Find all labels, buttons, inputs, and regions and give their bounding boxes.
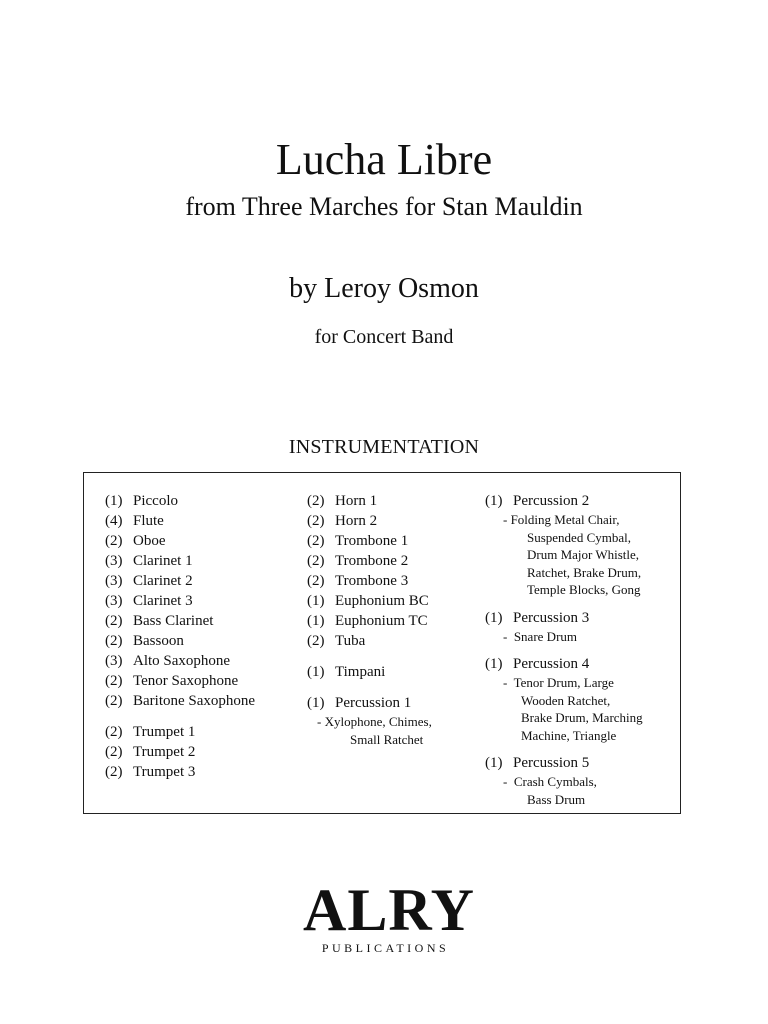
instrument-row: (2) Horn 1 <box>307 493 378 509</box>
piece-title: Lucha Libre <box>275 135 493 184</box>
logo-subtitle: PUBLICATIONS <box>321 941 450 955</box>
instrument-row: (2) Trumpet 2 <box>105 744 196 760</box>
instrument-column-3: (1) Percussion 2 - Folding Metal Chair, Suspended Cymbal, Drum Major Whistle, Ratchet, Brake Drum, Temple Blocks, Gong (1) Percussion 3 - Snare Drum (1) Percussion 4 - Tenor Drum, Large Wooden Ratchet, Brake Drum, Marching Machine, Triangle (1) Percussion 5 - Crash Cymbals, Bass Drum <box>485 493 643 807</box>
instrument-row: (2) Trumpet 3 <box>105 764 196 780</box>
instrument-row: (2) Trumpet 1 <box>105 724 196 740</box>
instrumentation-heading: INSTRUMENTATION <box>288 436 480 458</box>
logo-wordmark: ALRY <box>303 877 475 943</box>
instrument-row: (2) Trombone 3 <box>307 573 409 589</box>
instrument-column-1 <box>105 491 255 782</box>
composer-credit: by Leroy Osmon <box>289 273 479 304</box>
instrument-row: (2) Bass Clarinet <box>105 613 214 629</box>
instrument-row: (2) Bassoon <box>105 633 184 649</box>
instrument-row: (3) Clarinet 1 <box>105 553 193 569</box>
instrument-row: (1) Percussion 5 <box>485 755 590 771</box>
instrument-row: (2) Trombone 1 <box>307 533 409 549</box>
instrument-column-2: (2) Horn 1 (2) Horn 2 (2) Trombone 1 (2) Trombone 2 (2) Trombone 3 (1) Euphonium BC (1) Euphonium TC (2) Tuba (1) Timpani (1) Percussion 1 - Xylophone, Chimes, Small Ratchet <box>307 493 432 747</box>
instrument-row: (1) Percussion 4 <box>485 656 590 672</box>
instrument-row: (3) Clarinet 3 <box>105 593 193 609</box>
instrument-row: (4) Flute <box>105 513 164 529</box>
instrument-row: (2) Horn 2 <box>307 513 378 529</box>
instrument-row: (2) Tenor Saxophone <box>105 673 239 689</box>
instrument-row: (1) Piccolo <box>105 493 178 509</box>
instrument-row: (3) Alto Saxophone <box>105 653 231 669</box>
instrument-row: (1) Percussion 2 <box>485 493 590 509</box>
instrument-row: (1) Timpani <box>307 664 386 680</box>
instrument-row: (3) Clarinet 2 <box>105 573 193 589</box>
piece-subtitle: from Three Marches for Stan Mauldin <box>185 192 583 221</box>
publisher-logo <box>303 868 475 973</box>
instrument-row: (1) Percussion 3 <box>485 609 590 626</box>
instrument-row: (2) Oboe <box>105 533 166 549</box>
instrumentation-box <box>83 472 681 814</box>
instrument-row: (1) Percussion 1 <box>307 695 412 711</box>
instrument-row: (1) Euphonium BC <box>307 593 429 609</box>
instrument-row: (2) Tuba <box>307 633 366 649</box>
ensemble-label: for Concert Band <box>314 326 454 348</box>
instrument-row: (2) Trombone 2 <box>307 553 409 569</box>
instrument-row: (2) Baritone Saxophone <box>105 693 256 709</box>
instrument-row: (1) Euphonium TC <box>307 613 428 629</box>
